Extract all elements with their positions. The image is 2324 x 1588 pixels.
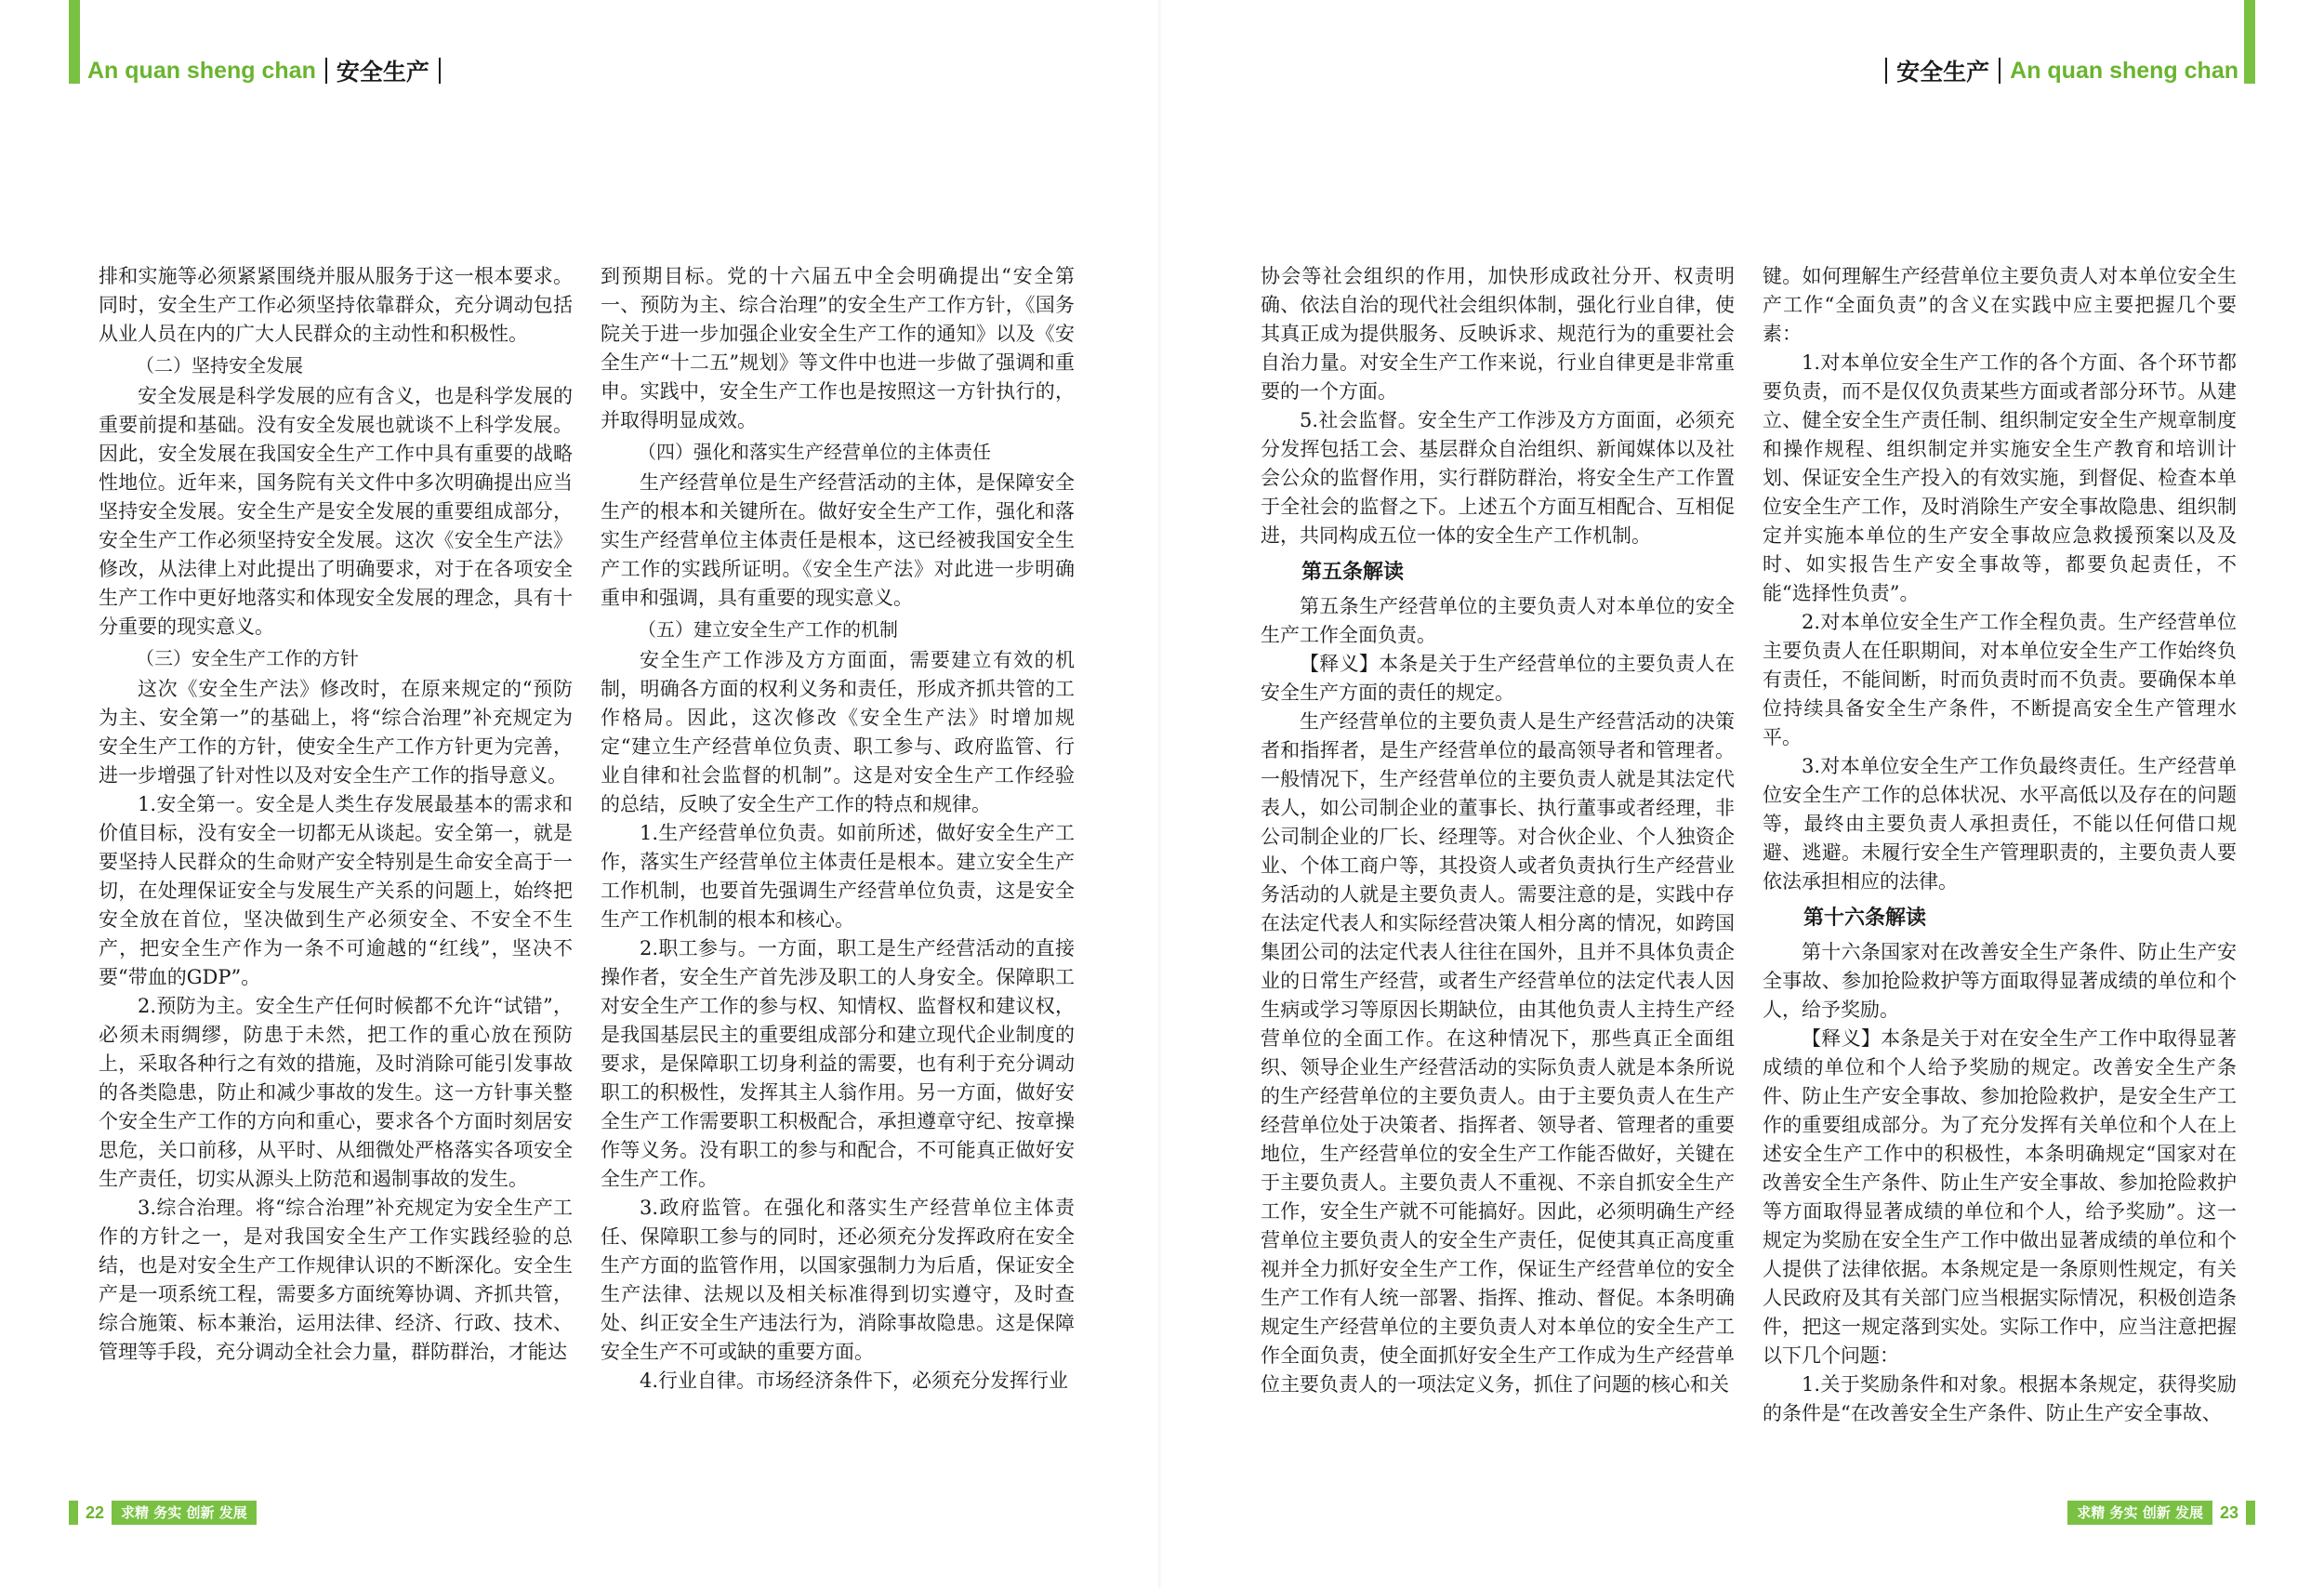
footer-accent <box>69 1501 78 1525</box>
paragraph: 3.政府监管。在强化和落实生产经营单位主体责任、保障职工参与的同时，还必须充分发挥政府在安全生产方面的监管作用，以国家强制力为后盾，保证安全生产法律、法规以及相关标准得到切实遵守，及时查处、纠正安全生产违法行为，消除事故隐患。这是保障安全生产不可或缺的重要方面。 <box>601 1197 1075 1363</box>
footer-slogan: 求精 务实 创新 发展 <box>112 1501 257 1525</box>
page-number: 23 <box>2219 1503 2238 1522</box>
paragraph: 3.综合治理。将“综合治理”补充规定为安全生产工作的方针之一，是对我国安全生产工作实践经验的总结，也是对安全生产工作规律认识的不断深化。安全生产是一项系统工程，需要多方面统筹协调、齐抓共管，综合施策、标本兼治，运用法律、经济、行政、技术、管理等手段，充分调动全社会力量，群防群治，才能达 <box>99 1197 573 1363</box>
paragraph: 1.关于奖励条件和对象。根据本条规定，获得奖励的条件是“在改善安全生产条件、防止生产安全事故、 <box>1763 1373 2237 1424</box>
header-separator <box>325 58 327 84</box>
paragraph: 2.对本单位安全生产工作全程负责。生产经营单位主要负责人在任职期间，对本单位安全生产工作始终负有责任，不能间断，时而负责时而不负责。要确保本单位持续具备安全生产条件，不断提高安全生产管理水平。 <box>1763 611 2237 748</box>
page-header <box>87 52 450 89</box>
page-footer <box>2067 1501 2255 1525</box>
paragraph: 1.生产经营单位负责。如前所述，做好安全生产工作，落实生产经营单位主体责任是根本。建立安全生产工作机制，也要首先强调生产经营单位负责，这是安全生产工作机制的根本和核心。 <box>601 822 1075 931</box>
header-section-title: 安全生产 <box>336 59 429 86</box>
paragraph: 4.行业自律。市场经济条件下，必须充分发挥行业 <box>640 1370 1069 1392</box>
column-1 <box>1261 262 1735 1399</box>
paragraph: 1.安全第一。安全是人类生存发展最基本的需求和价值目标，没有安全一切都无从谈起。安全第一，就是要坚持人民群众的生命财产安全特别是生命安全高于一切，在处理保证安全与发展生产关系的问题上，始终把安全放在首位，坚决做到生产必须安全、不安全不生产，把安全生产作为一条不可逾越的“红线”，坚决不要“带血的GDP”。 <box>99 793 573 988</box>
paragraph: 安全生产工作涉及方方面面，需要建立有效的机制，明确各方面的权利义务和责任，形成齐抓共管的工作格局。因此，这次修改《安全生产法》时增加规定“建立生产经营单位负责、职工参与、政府监管、行业自律和社会监督的机制”。这是对安全生产工作经验的总结，反映了安全生产工作的特点和规律。 <box>601 649 1075 815</box>
subsection-heading: （二）坚持安全发展 <box>136 354 303 377</box>
header-separator <box>439 58 441 84</box>
footer-accent <box>2246 1501 2255 1525</box>
paragraph: 第五条生产经营单位的主要负责人对本单位的安全生产工作全面负责。 <box>1261 595 1735 646</box>
article-heading: 第十六条解读 <box>1803 906 1927 930</box>
paragraph: 1.对本单位安全生产工作的各个方面、各个环节都要负责，而不是仅仅负责某些方面或者部分环节。从建立、健全安全生产责任制、组织制定安全生产规章制度和操作规程、组织制定并实施安全生产教育和培训计划、保证安全生产投入的有效实施，到督促、检查本单位安全生产工作，及时消除生产安全事故隐患、组织制定并实施本单位的生产安全事故应急救援预案以及及时、如实报告生产安全事故等，都要负起责任，不能“选择性负责”。 <box>1763 351 2237 604</box>
column-2 <box>1763 262 2237 1428</box>
paragraph: 5.社会监督。安全生产工作涉及方方面面，必须充分发挥包括工会、基层群众自治组织、新闻媒体以及社会公众的监督作用，实行群防群治，将安全生产工作置于全社会的监督之下。上述五个方面互相配合、互相促进，共同构成五位一体的安全生产工作机制。 <box>1261 409 1735 547</box>
paragraph: 生产经营单位的主要负责人是生产经营活动的决策者和指挥者，是生产经营单位的最高领导者和管理者。一般情况下，生产经营单位的主要负责人就是其法定代表人，如公司制企业的董事长、执行董事或者经理，非公司制企业的厂长、经理等。对合伙企业、个人独资企业、个体工商户等，其投资人或者负责执行生产经营业务活动的人就是主要负责人。需要注意的是，实践中存在法定代表人和实际经营决策人相分离的情况，如跨国集团公司的法定代表人往往在国外，且并不具体负责企业的日常生产经营，或者生产经营单位的法定代表人因生病或学习等原因长期缺位，由其他负责人主持生产经营单位的全面工作。在这种情况下，那些真正全面组织、领导企业生产经营活动的实际负责人就是本条所说的生产经营单位的主要负责人。由于主要负责人在生产经营单位处于决策者、指挥者、领导者、管理者的重要地位，生产经营单位的安全生产工作能否做好，关键在于主要负责人。主要负责人不重视、不亲自抓安全生产工作，安全生产就不可能搞好。因此，必须明确生产经营单位主要负责人的安全生产责任，促使其真正高度重视并全力抓好安全生产工作，保证生产经营单位的安全生产工作有人统一部署、指挥、推动、督促。本条明确规定生产经营单位的主要负责人对本单位的安全生产工作全面负责，使全面抓好安全生产工作成为生产经营单位主要负责人的一项法定义务，抓住了问题的核心和关 <box>1261 710 1735 1396</box>
column-2 <box>601 262 1075 1396</box>
header-separator <box>1999 58 2000 84</box>
paragraph: 3.对本单位安全生产工作负最终责任。生产经营单位安全生产工作的总体状况、水平高低以及存在的问题等，最终由主要负责人承担责任，不能以任何借口规避、逃避。未履行安全生产管理职责的，主要负责人要依法承担相应的法律。 <box>1763 755 2237 893</box>
paragraph-continued: 排和实施等必须紧紧围绕并服从服务于这一根本要求。同时，安全生产工作必须坚持依靠群众，充分调动包括从业人员在内的广大人民群众的主动性和积极性。 <box>99 265 573 345</box>
page-number: 22 <box>86 1503 105 1522</box>
paragraph: 【释义】本条是关于对在安全生产工作中取得显著成绩的单位和个人给予奖励的规定。改善安全生产条件、防止生产安全事故、参加抢险救护，是安全生产工作的重要组成部分。为了充分发挥有关单位和个人在上述安全生产工作中的积极性，本条明确规定“国家对在改善安全生产条件、防止生产安全事故、参加抢险救护等方面取得显著成绩的单位和个人，给予奖励”。这一规定为奖励在安全生产工作中做出显著成绩的单位和个人提供了法律依据。本条规定是一条原则性规定，有关人民政府及其有关部门应当根据实际情况，积极创造条件，把这一规定落到实处。实际工作中，应当注意把握以下几个问题： <box>1763 1027 2237 1367</box>
footer-slogan: 求精 务实 创新 发展 <box>2067 1501 2212 1525</box>
right-page <box>1162 0 2324 1588</box>
subsection-heading: （三）安全生产工作的方针 <box>136 647 359 669</box>
paragraph: 安全发展是科学发展的应有含义，也是科学发展的重要前提和基础。没有安全发展也就谈不上科学发展。因此，安全发展在我国安全生产工作中具有重要的战略性地位。近年来，国务院有关文件中多次明确提出应当坚持安全发展。安全生产是安全发展的重要组成部分，安全生产工作必须坚持安全发展。这次《安全生产法》修改，从法律上对此提出了明确要求，对于在各项安全生产工作中更好地落实和体现安全发展的理念，具有十分重要的现实意义。 <box>99 385 573 638</box>
header-separator <box>1885 58 1887 84</box>
paragraph: 生产经营单位是生产经营活动的主体，是保障安全生产的根本和关键所在。做好安全生产工作，强化和落实生产经营单位主体责任是根本，这已经被我国安全生产工作的实践所证明。《安全生产法》对此进一步明确重申和强调，具有重要的现实意义。 <box>601 471 1075 609</box>
column-1 <box>99 262 573 1367</box>
header-pinyin: An quan sheng chan <box>2010 57 2238 84</box>
paragraph: 【释义】本条是关于生产经营单位的主要负责人在安全生产方面的责任的规定。 <box>1261 653 1735 704</box>
header-pinyin: An quan sheng chan <box>87 57 316 84</box>
article-heading: 第五条解读 <box>1301 561 1405 584</box>
paragraph-continued: 键。如何理解生产经营单位主要负责人对本单位安全生产工作“全面负责”的含义在实践中应主要把握几个要素： <box>1763 265 2237 345</box>
header-section-title: 安全生产 <box>1896 59 1990 86</box>
paragraph-continued: 协会等社会组织的作用，加快形成政社分开、权责明确、依法自治的现代社会组织体制，强化行业自律，使其真正成为提供服务、反映诉求、规范行为的重要社会自治力量。对安全生产工作来说，行业自律更是非常重要的一个方面。 <box>1261 265 1735 403</box>
paragraph: 第十六条国家对在改善安全生产条件、防止生产安全事故、参加抢险救护等方面取得显著成绩的单位和个人，给予奖励。 <box>1763 941 2237 1021</box>
page-header <box>1876 52 2238 89</box>
header-accent-bar <box>2244 0 2255 84</box>
header-accent-bar <box>69 0 80 84</box>
paragraph-continued: 到预期目标。党的十六届五中全会明确提出“安全第一、预防为主、综合治理”的安全生产工作方针，《国务院关于进一步加强企业安全生产工作的通知》以及《安全生产“十二五”规划》等文件中也进一步做了强调和重申。实践中，安全生产工作也是按照这一方针执行的，并取得明显成效。 <box>601 265 1075 431</box>
paragraph: 这次《安全生产法》修改时，在原来规定的“预防为主、安全第一”的基础上，将“综合治理”补充规定为安全生产工作的方针，使安全生产工作方针更为完善，进一步增强了针对性以及对安全生产工作的指导意义。 <box>99 678 573 787</box>
page-footer <box>69 1501 257 1525</box>
paragraph: 2.职工参与。一方面，职工是生产经营活动的直接操作者，安全生产首先涉及职工的人身安全。保障职工对安全生产工作的参与权、知情权、监督权和建议权，是我国基层民主的重要组成部分和建立现代企业制度的要求，是保障职工切身利益的需要，也有利于充分调动职工的积极性，发挥其主人翁作用。另一方面，做好安全生产工作需要职工积极配合，承担遵章守纪、按章操作等义务。没有职工的参与和配合，不可能真正做好安全生产工作。 <box>601 937 1075 1190</box>
subsection-heading: （五）建立安全生产工作的机制 <box>638 618 898 641</box>
paragraph: 2.预防为主。安全生产任何时候都不允许“试错”，必须未雨绸缪，防患于未然，把工作的重心放在预防上，采取各种行之有效的措施，及时消除可能引发事故的各类隐患，防止和减少事故的发生。这一方针事关整个安全生产工作的方向和重心，要求各个方面时刻居安思危，关口前移，从平时、从细微处严格落实各项安全生产责任，切实从源头上防范和遏制事故的发生。 <box>99 995 573 1190</box>
subsection-heading: （四）强化和落实生产经营单位的主体责任 <box>638 441 991 463</box>
